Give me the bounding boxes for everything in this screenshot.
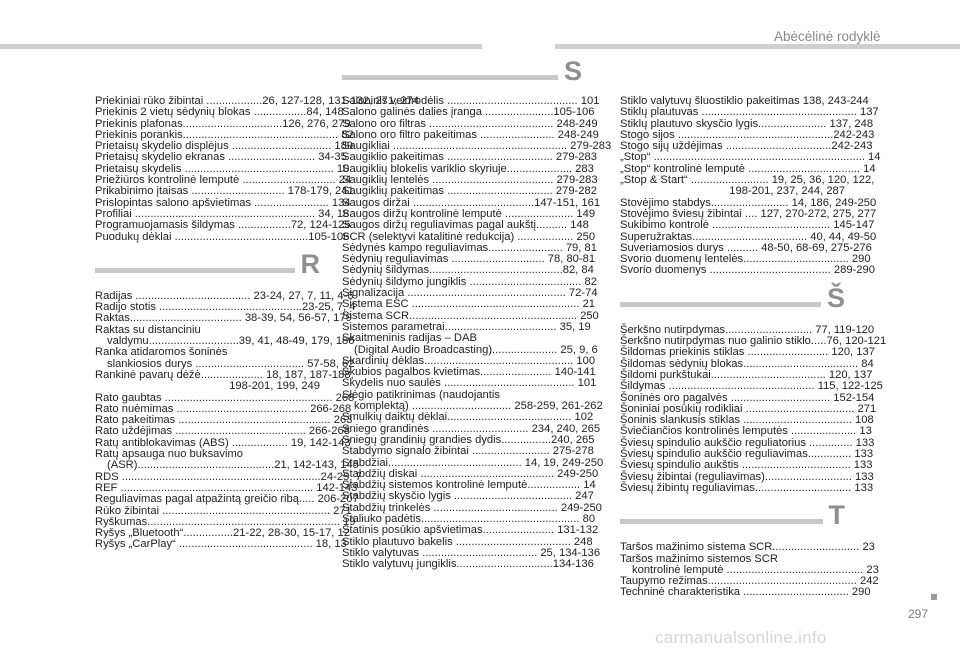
index-entry-line: Taupymo režimas................................................ 242: [620, 575, 879, 588]
section-letter: S: [558, 56, 582, 86]
index-entry-line: Taršos mažinimo sistema SCR............................ 23: [620, 541, 875, 554]
index-entry: [620, 174, 875, 198]
index-entry-line: Prietaisų skydelio displėjus ................................ 189: [95, 140, 354, 153]
index-entry: [620, 481, 874, 494]
index-entry: [95, 219, 351, 232]
index-entry-line: Priekinis 2 vietų sėdynių blokas .................84, 148: [95, 106, 344, 119]
index-entry-line: Stiklo valytuvas ..................................... 25, 134-136: [342, 546, 601, 559]
index-list-t: [620, 541, 879, 599]
index-entry-line: Sėdynės kampo reguliavimas........................ 79, 81: [342, 241, 597, 254]
index-entry: [342, 298, 596, 311]
index-entry-line: Rato pakeitimas ................................................. 263: [95, 414, 353, 427]
section-rule: [620, 519, 845, 524]
index-entry-line: REF .............................................................. 142-143: [95, 481, 358, 494]
index-list-s-cont: [620, 95, 881, 277]
index-entry: [620, 541, 875, 554]
index-entry-line: Šildomas sėdynių blokas..................................... 84: [620, 357, 874, 370]
index-entry-line: Šildymas ............................................... 115, 122-125: [620, 380, 883, 393]
index-entry-line: Prietaisų skydelio ekranas ............................ 34-35: [95, 151, 347, 164]
index-entry-line: Statinis posūkio apšvietimas....................... 131-132: [342, 524, 599, 537]
index-entry-line: Saugos diržų reguliavimas pagal aukštį.......... 148: [342, 219, 589, 232]
index-entry-continuation: (Digital Audio Broadcasting)..................... 25, 9, 6: [354, 343, 598, 356]
index-entry-line: Šoniniai posūkių rodikliai ................................... 271: [620, 402, 877, 415]
index-entry-line: Staliuko padėtis................................................... 80: [342, 512, 596, 525]
section-header-r: [95, 243, 320, 291]
index-entry: [342, 185, 597, 198]
index-entry: [342, 411, 594, 424]
index-entry-line: Saugiklių lentelės ....................................... 279-283: [342, 174, 598, 187]
index-entry-line: Ryšys „CarPlay“ ........................................... 18, 13: [95, 538, 347, 551]
index-entry-line: Salono oro filtras ........................................ 248-249: [342, 117, 598, 130]
header-rule-left: [0, 44, 482, 49]
index-entry-line: Stabdžių skysčio lygis ...................................... 247: [342, 490, 594, 503]
index-entry-line: Skubios pagalbos kvietimas....................... 140-141: [342, 366, 596, 379]
index-entry: [95, 185, 354, 198]
index-entry-line: Saugiklių blokelis variklio skyriuje..................... 283: [342, 162, 594, 175]
index-entry-line: Rankinė pavarų dėžė.................... 18, 187, 187-188,: [95, 368, 354, 381]
index-entry-line: Stabdymo signalo žibintai ......................... 275-278: [342, 445, 594, 458]
index-entry-line: Svorio duomenų lentelės.................................. 290: [620, 253, 871, 266]
index-entry: [342, 219, 589, 232]
index-entry-line: Sėdynių šildymas...........................................82, 84: [342, 264, 594, 277]
index-entry-line: Šildomas priekinis stiklas .......................... 120, 137: [620, 346, 875, 359]
index-entry-line: „Stop“ .................................................................... 14: [620, 151, 881, 164]
index-entry-line: Sistemos parametrai.................................... 35, 19: [342, 320, 591, 333]
index-entry-line: SCR (selektyvi katalitinė redukcija) .................. 250: [342, 230, 596, 243]
index-list-r: [95, 289, 362, 551]
index-entry: [342, 106, 595, 119]
index-entry-line: Reguliavimas pagal atpažintą greičio ribą..... 206-207: [95, 493, 359, 506]
index-entry-line: Rato gaubtas ...................................................... 268: [95, 391, 355, 404]
index-entry-line: Saugiklių pakeitimas .................................. 279-282: [342, 185, 597, 198]
index-entry-line: Salono oro filtro pakeitimas ........................ 248-249: [342, 128, 599, 141]
index-entry-line: Stiklų plautuvas .................................................. 137: [620, 106, 879, 119]
index-entry-line: Šviesų žibintų reguliavimas............................... 133: [620, 481, 874, 494]
index-entry-line: Šviesų spindulio aukščio reguliatorius .............. 133: [620, 436, 875, 449]
section-letter: R: [295, 249, 321, 279]
index-entry-line: Sniegų grandinių grandies dydis................240, 265: [342, 433, 595, 446]
index-entry-line: RDS ................................................................24-25, 7: [95, 470, 362, 483]
index-entry-line: Salono galinės dalies įranga ......................105-106: [342, 106, 595, 119]
index-entry-continuation: kontrolinė lemputė ............................................ 23: [632, 563, 879, 576]
index-entry-line: Priekinis porankis.................................................. 82: [95, 128, 354, 141]
header-rule-right: [555, 44, 960, 49]
index-entry-line: Stabdžiai........................................... 14, 19, 249-250: [342, 456, 604, 469]
index-entry-line: Sniego grandinės ............................... 234, 240, 265: [342, 422, 601, 435]
index-entry-line: Skaitmeninis radijas – DAB: [342, 332, 477, 345]
index-entry: [620, 380, 883, 393]
index-entry-line: Sistema SCR...................................................... 250: [342, 309, 599, 322]
index-entry: [620, 346, 875, 359]
index-entry: [342, 445, 594, 458]
index-entry-continuation: (ASR)............................................21, 142-143, 145: [107, 459, 359, 472]
index-entry-line: Stogo sijų uždėjimas ..................................242-243: [620, 140, 873, 153]
index-entry: [342, 332, 598, 356]
index-column-3: [620, 95, 887, 599]
index-entry-line: Šerkšno nutirpdymas nuo galinio stiklo.....76, 120-121: [620, 335, 887, 348]
section-rule: [342, 75, 582, 80]
index-entry: [342, 388, 603, 413]
index-entry: [342, 490, 594, 503]
index-entry-line: Šviesų žibintai (reguliavimas)............................ 133: [620, 470, 874, 483]
index-entry: [620, 459, 873, 472]
index-entry-line: Signalizacija ................................................... 72-74: [342, 287, 598, 300]
index-entry-line: Smulkių daiktų dėklai........................................ 102: [342, 411, 594, 424]
index-entry-line: Raktas.................................... 38-39, 54, 56-57, 179: [95, 312, 352, 325]
index-entry-line: Ratų antiblokavimas (ABS) .................. 19, 142-143: [95, 436, 351, 449]
index-entry-line: Raktas su distanciniu: [95, 323, 201, 336]
index-entry-line: Šviesų spindulio aukštis ................................... 133: [620, 459, 873, 472]
index-entry: [95, 538, 347, 551]
index-entry: [95, 230, 350, 243]
index-entry-line: Saugiklio pakeitimas .................................. 279-283: [342, 151, 597, 164]
index-entry-continuation: 198-201, 237, 244, 287: [729, 185, 845, 198]
section-rule: [95, 268, 320, 273]
section-rule: [620, 302, 845, 307]
index-entry: [95, 323, 355, 348]
index-entry-line: Stogo sijos ..................................................242-243: [620, 128, 875, 141]
index-entry-line: Šoninės oro pagalvės ................................ 152-154: [620, 391, 875, 404]
index-entry-line: Priekinis plafonas................................126, 276, 279: [95, 117, 351, 130]
index-entry-line: Stabdžių diskai ........................................... 249-250: [342, 467, 599, 480]
index-list-sh: [620, 323, 887, 494]
index-entry: [95, 346, 355, 370]
index-entry-line: Šerkšno nutirpdymas............................ 77, 119-120: [620, 323, 875, 336]
index-entry-line: Prietaisų skydelis ................................................ 10: [95, 162, 350, 175]
index-entry-line: Ranka atidaromos šoninės: [95, 346, 228, 359]
index-list-s: [342, 95, 612, 571]
index-entry-line: Stabdžių trinkelės ........................................ 249-250: [342, 501, 602, 514]
index-entry-line: Stovėjimo šviesų žibintai .... 127, 270-272, 275, 277: [620, 207, 877, 220]
index-entry-line: Sėdynių reguliavimas .............................. 78, 80-81: [342, 253, 596, 266]
index-entry-line: Programuojamasis šildymas .................72, 124-125: [95, 219, 351, 232]
section-header-sh: [620, 277, 845, 325]
index-entry-line: Šviesų spindulio aukščio reguliavimas.............. 133: [620, 448, 874, 461]
index-entry-line: Ryšys „Bluetooth“................21-22, 28-30, 15-17, 12: [95, 527, 350, 540]
index-entry-line: Stovėjimo stabdys......................... 14, 186, 249-250: [620, 196, 877, 209]
index-entry-line: Priežiūros kontrolinė lemputė .............................. 24: [95, 174, 352, 187]
index-entry-line: Slėgio patikrinimas (naudojantis: [342, 388, 500, 401]
index-entry-line: Puodukų dėklai ...........................................105-106: [95, 230, 350, 243]
index-entry: [620, 586, 871, 599]
index-entry: [342, 524, 599, 537]
index-entry: [95, 448, 359, 472]
index-entry-line: Šoninis slankusis stiklas ................................... 108: [620, 414, 874, 427]
index-entry-line: Taršos mažinimo sistemos SCR: [620, 552, 778, 565]
index-entry-continuation: 198-201, 199, 249: [229, 380, 320, 393]
index-entry: [620, 264, 875, 277]
index-entry-line: Stabdžių sistemos kontrolinė lemputė................. 14: [342, 479, 596, 492]
index-entry: [95, 368, 354, 393]
index-list-p: [95, 95, 420, 243]
index-entry-line: Radijas ..................................... 23-24, 27, 7, 11, 4-6: [95, 289, 354, 302]
index-entry: [620, 219, 875, 232]
index-entry-line: Radijo stotis ..............................................23-25, 7, 4: [95, 301, 356, 314]
section-header-t: [620, 494, 845, 542]
page-header-title: Abėcėlinė rodyklė: [774, 29, 881, 44]
index-entry-line: Stiklo valytuvų jungiklis...............................134-136: [342, 558, 594, 571]
index-entry-line: Stiklo plautuvo bakelis ..................................... 248: [342, 535, 593, 548]
index-entry-line: Rato uždėjimas .......................................... 266-268: [95, 425, 350, 438]
index-entry-line: Rato nuėmimas .......................................... 266-268: [95, 402, 352, 415]
watermark-text: carmanualsonline.info: [655, 628, 827, 647]
index-entry-line: Saloninis veidrodėlis .......................................... 101: [342, 95, 600, 107]
page-number: 297: [908, 607, 929, 621]
index-entry-line: „Stop & Start“ ......................... 19, 25, 36, 120, 122,: [620, 174, 875, 187]
index-entry-line: Sistema ESC ...................................................... 21: [342, 298, 596, 311]
index-entry-line: Rūko žibintai ...................................................... 271: [95, 504, 352, 517]
index-entry-line: Svorio duomenys ....................................... 289-290: [620, 264, 875, 277]
index-entry-line: Superužraktas..................................... 40, 44, 49-50: [620, 230, 877, 243]
index-entry-line: Prislopintas salono apšvietimas ........................ 134: [95, 196, 351, 209]
index-entry: [620, 552, 879, 577]
index-entry: [95, 493, 359, 506]
index-entry-continuation: slankiosios durys ................................... 57-58, 62: [107, 357, 355, 370]
index-entry-line: Saugikliai ........................................................ 279-283: [342, 140, 612, 153]
index-entry-continuation: valdymu.............................39, 41, 48-49, 179, 186: [107, 335, 355, 348]
index-entry-line: Priekiniai rūko žibintai ..................26, 127-128, 131-132, 271, 274: [95, 95, 420, 107]
index-entry-line: Saugos diržų kontrolinė lemputė ...................... 149: [342, 207, 596, 220]
section-letter: T: [823, 500, 846, 530]
index-entry-line: Ratų apsauga nuo buksavimo: [95, 448, 244, 461]
index-entry: [620, 106, 879, 119]
index-entry-line: Prikabinimo įtaisas .............................. 178-179, 241: [95, 185, 354, 198]
index-entry-line: Profiliai .......................................................... 34, 18: [95, 207, 350, 220]
index-entry-line: Ryškumas.............................................................. 19: [95, 515, 356, 528]
index-column-2: [342, 95, 612, 571]
index-entry-line: Sukibimo kontrolė ...................................... 145-147: [620, 219, 875, 232]
index-entry-line: Šviečiančios kontrolinės lemputės ..................... 13: [620, 425, 872, 438]
index-entry-line: Stiklų plautuvo skysčio lygis...................... 137, 248: [620, 117, 874, 130]
page-marker-square: [931, 594, 937, 600]
index-entry-continuation: komplektą) ................................ 258-259, 261-262: [354, 400, 603, 413]
index-entry-line: Saugos diržai .......................................147-151, 161: [342, 196, 601, 209]
index-entry: [342, 558, 594, 571]
index-entry-line: Šildomi purkštukai..................................... 120, 137: [620, 368, 873, 381]
index-entry: [95, 106, 344, 119]
section-header-s: [342, 50, 582, 96]
index-entry-line: Skydelis nuo saulės .......................................... 101: [342, 377, 597, 390]
index-entry-line: Sėdynių šildymo jungiklis .................................... 82: [342, 275, 597, 288]
index-entry-line: Skardinių dėklas................................................ 100: [342, 354, 596, 367]
index-entry-line: Stiklo valytuvų šluostiklio pakeitimas 138, 243-244: [620, 95, 869, 107]
index-entry-line: Suveriamosios durys .......... 48-50, 68-69, 275-276: [620, 241, 872, 254]
index-entry-line: „Stop“ kontrolinė lemputė .................................... 14: [620, 162, 876, 175]
section-letter: Š: [821, 283, 845, 313]
index-entry-line: Techninė charakteristika .................................. 290: [620, 586, 871, 599]
